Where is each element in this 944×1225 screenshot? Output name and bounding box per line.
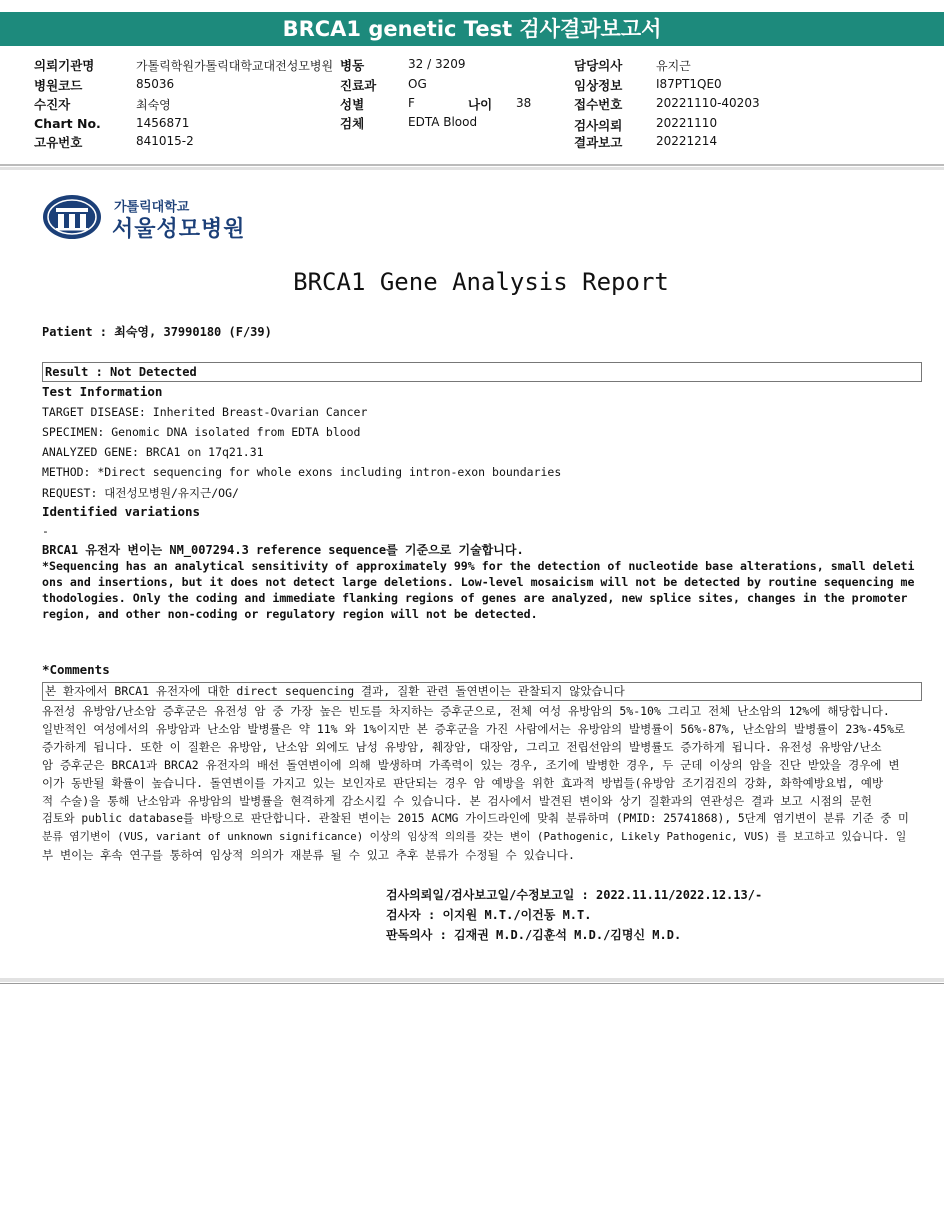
result-box: Result : Not Detected [42, 362, 922, 382]
hospital-name-line1: 가톨릭대학교 [114, 200, 190, 215]
reading-physicians: 판독의사 : 김재권 M.D./김훈석 M.D./김명신 M.D. [386, 928, 682, 942]
comment-paragraph-line: 검토와 public database를 바탕으로 판단합니다. 관찰된 변이는 2015 ACMG 가이드라인에 맞춰 분류하며 (PMID: 25741868), 5단계 염기변이 분류 기준 중 미 [42, 812, 909, 825]
test-info-line: TARGET DISEASE: Inherited Breast-Ovarian Cancer [42, 405, 368, 419]
field-value: I87PT1QE0 [656, 77, 722, 91]
field-label: 나이 [468, 97, 493, 112]
note-line: region, and other non-coding or regulatory region will not be detected. [42, 607, 538, 621]
hospital-logo-icon [42, 194, 102, 240]
field-value: 20221214 [656, 134, 718, 148]
comment-paragraph-line: 일반적인 여성에서의 유방암과 난소암 발병률은 약 11% 와 1%이지만 본 증후군을 가진 사람에서는 유방암의 발병률이 56%-87%, 난소암의 발병률이 23%-45%로 [42, 722, 905, 736]
field-label: 의뢰기관명 [34, 58, 95, 73]
field-label: 임상정보 [574, 78, 623, 93]
field-value: 유지근 [656, 59, 691, 73]
comment-paragraph-line: 암 증후군은 BRCA1과 BRCA2 유전자의 배선 돌연변이에 의해 발생하며 가족력이 있는 경우, 조기에 발병한 경우, 두 군데 이상의 암을 진단 받았을 경우에 변 [42, 758, 900, 772]
field-label: 결과보고 [574, 135, 623, 150]
comment-box: 본 환자에서 BRCA1 유전자에 대한 direct sequencing 결과, 질환 관련 돌연변이는 관찰되지 않았습니다 [42, 682, 922, 701]
comment-paragraph-line: 분류 염기변이 (VUS, variant of unknown significance) 이상의 임상적 의의를 갖는 변이 (Pathogenic, Likely Pathogenic, VUS) 를 보고하고 있습니다. 일 [42, 830, 907, 843]
field-value: 85036 [136, 77, 175, 91]
variations-title: Identified variations [42, 504, 201, 519]
field-value: 32 / 3209 [408, 57, 466, 71]
variations-value: - [42, 524, 49, 538]
hospital-name-line2: 서울성모병원 [112, 217, 246, 242]
note-line: BRCA1 유전자 변이는 NM_007294.3 reference sequence를 기준으로 기술합니다. [42, 543, 524, 557]
examiners: 검사자 : 이지원 M.T./이건동 M.T. [386, 908, 592, 922]
field-value: 841015-2 [136, 134, 194, 148]
comments-title: *Comments [42, 662, 110, 677]
report-header-title: BRCA1 genetic Test 검사결과보고서 [0, 12, 944, 46]
report-dates: 검사의뢰일/검사보고일/수정보고일 : 2022.11.11/2022.12.13/- [386, 888, 763, 902]
comment-paragraph-line: 증가하게 됩니다. 또한 이 질환은 유방암, 난소암 외에도 남성 유방암, 췌장암, 대장암, 그리고 전립선암의 발병률도 증가하게 됩니다. 유전성 유방암/난소 [42, 740, 882, 754]
note-line: thodologies. Only the coding and immediate flanking regions of genes are analyzed, new splice sites, changes in the promoter [42, 591, 908, 605]
field-label: 검사의뢰 [574, 118, 623, 133]
note-line: *Sequencing has an analytical sensitivity of approximately 99% for the detection of nucleotide base alterations, small deleti [42, 559, 915, 573]
field-value: 20221110 [656, 116, 718, 130]
field-label: Chart No. [34, 116, 101, 131]
test-info-title: Test Information [42, 384, 163, 399]
footer-divider-line [0, 983, 944, 984]
field-label: 병원코드 [34, 78, 83, 93]
field-value: 38 [516, 96, 532, 110]
note-line: ons and insertions, but it does not detect large deletions. Low-level mosaicism will not be detected by routine sequencing me [42, 575, 915, 589]
comment-paragraph-line: 이가 동반될 확률이 높습니다. 돌연변이를 가지고 있는 보인자로 판단되는 경우 암 예방을 위한 효과적 방법들(유방암 조기검진의 강화, 화학예방요법, 예방 [42, 776, 884, 790]
test-info-line: SPECIMEN: Genomic DNA isolated from EDTA blood [42, 425, 361, 439]
comment-paragraph-line: 부 변이는 후속 연구를 통하여 임상적 의의가 재분류 될 수 있고 추후 분류가 수정될 수 있습니다. [42, 848, 575, 862]
field-label: 진료과 [340, 78, 377, 93]
patient-line: Patient : 최숙영, 37990180 (F/39) [42, 325, 272, 339]
header-divider-shadow [0, 167, 944, 170]
report-title: BRCA1 Gene Analysis Report [293, 268, 669, 296]
field-label: 검체 [340, 116, 365, 131]
field-label: 병동 [340, 58, 365, 73]
field-value: OG [408, 77, 427, 91]
test-info-line: METHOD: *Direct sequencing for whole exons including intron-exon boundaries [42, 465, 562, 479]
comment-paragraph-line: 유전성 유방암/난소암 증후군은 유전성 암 중 가장 높은 빈도를 차지하는 증후군으로, 전체 여성 유방암의 5%-10% 그리고 전체 난소암의 12%에 해당합니다. [42, 704, 890, 718]
test-info-line: ANALYZED GENE: BRCA1 on 17q21.31 [42, 445, 264, 459]
field-value: 최숙영 [136, 98, 171, 112]
field-value: 20221110-40203 [656, 96, 760, 110]
field-label: 성별 [340, 97, 365, 112]
field-value: 1456871 [136, 116, 190, 130]
header-divider [0, 164, 944, 166]
test-info-line: REQUEST: 대전성모병원/유지근/OG/ [42, 486, 239, 500]
comment-paragraph-line: 적 수술)을 통해 난소암과 유방암의 발병률을 현격하게 감소시킬 수 있습니다. 본 검사에서 발견된 변이와 상기 질환과의 연관성은 결과 보고 시점의 문헌 [42, 794, 872, 808]
footer-divider [0, 978, 944, 982]
field-value: F [408, 96, 415, 110]
field-value: 가톨릭학원가톨릭대학교대전성모병원 [136, 59, 334, 73]
field-label: 수진자 [34, 97, 71, 112]
field-label: 고유번호 [34, 135, 83, 150]
field-label: 접수번호 [574, 97, 623, 112]
field-value: EDTA Blood [408, 115, 478, 129]
field-label: 담당의사 [574, 58, 623, 73]
